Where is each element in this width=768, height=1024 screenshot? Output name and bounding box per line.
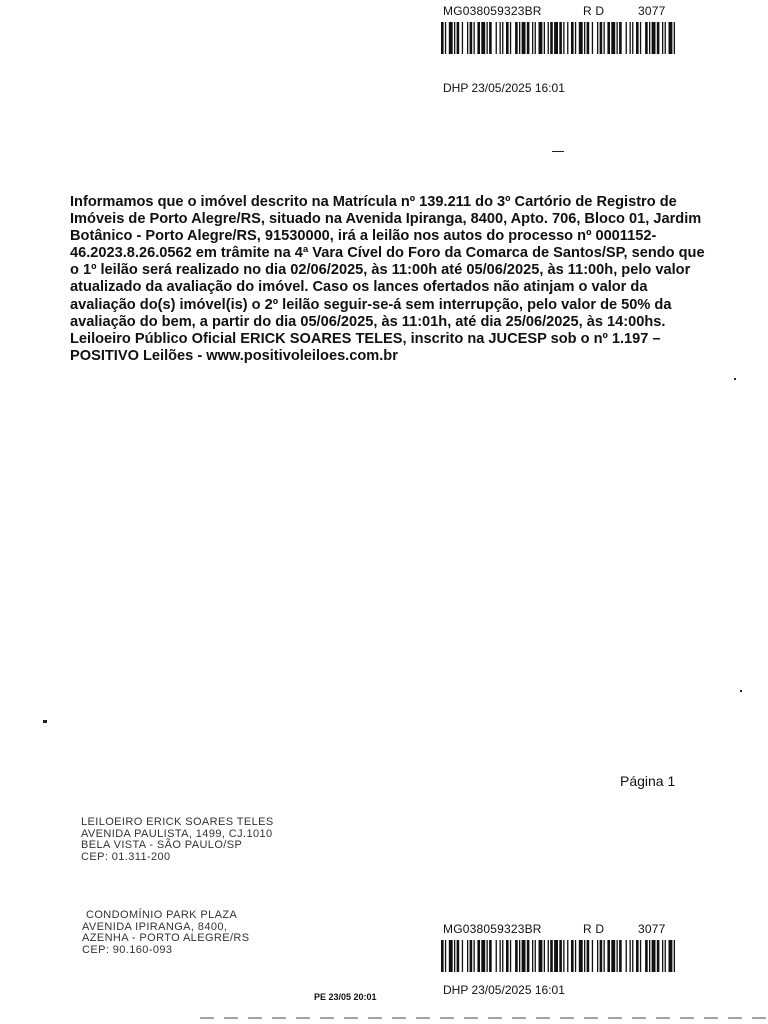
barcode-bar [544,940,545,972]
barcode-bar [500,940,501,972]
barcode-bar [510,22,511,54]
barcode-bar [645,940,648,972]
barcode-bar [600,940,603,972]
bottom-barcode [441,940,677,972]
barcode-bar [510,940,511,972]
barcode-bar [441,940,444,972]
barcode-bar [462,22,463,54]
barcode-bar [619,22,622,54]
barcode-bar [640,940,641,972]
barcode-bar [619,940,622,972]
barcode-bar [548,22,549,54]
barcode-bar [657,940,660,972]
barcode-bar [457,940,460,972]
perforation-line [0,1016,768,1020]
barcode-bar [506,22,509,54]
barcode-bar [630,940,631,972]
barcode-bar [662,22,663,54]
barcode-bar [579,940,583,972]
barcode-bar [571,940,574,972]
scan-mark [43,720,47,723]
service-code: R D [583,922,605,936]
barcode-bar [575,940,576,972]
sender-line: CEP: 01.311-200 [81,850,171,863]
barcode-bar [636,940,639,972]
barcode-bar [535,22,536,54]
barcode-bar [617,940,618,972]
barcode-bar [515,22,518,54]
barcode-bar [669,940,673,972]
barcode-bar [477,940,480,972]
barcode-bar [640,22,641,54]
tracking-number: 3077 [638,922,666,936]
barcode-bar [662,940,663,972]
barcode-bar [626,940,627,972]
barcode-bar [487,22,488,54]
recipient-line: AVENIDA IPIRANGA, 8400, [82,920,228,933]
notice-paragraph: Informamos que o imóvel descrito na Matrícula nº 139.211 do 3º Cartório de Registro de Imóveis de Porto Alegre/RS, situado na Avenida Ipiranga, 8400, Apto. 706, Bloco 01, Jardim Botânico - Porto Alegre/RS, 91530000, irá a leilão nos autos do processo nº 0001152-46.2023.8.26.0562 em trâmite na 4ª Vara Cível do Foro da Comarca de Santos/SP, sendo que o 1º leilão será realizado no dia 02/06/2025, às 11:00h até 05/06/2025, às 11:00h, pelo valor atualizado da avaliação do imóvel. Caso os lances ofertados não atinjam o valor da avaliação do(s) imóvel(is) o 2º leilão seguir-se-á sem interrupção, pelo valor de 50% da avaliação do bem, a partir do dia 05/06/2025, às 11:01h, até dia 25/06/2025, às 14:00hs. Leiloeiro Público Oficial ERICK SOARES TELES, inscrito na JUCESP sob o nº 1.197 – POSITIVO Leilões - www.positivoleiloes.com.br [70,194,705,364]
sender-line: LEILOEIRO ERICK SOARES TELES [81,816,274,828]
barcode-bar [544,22,545,54]
barcode-bar [532,940,533,972]
scan-mark [740,690,742,692]
barcode-bar [597,22,598,54]
barcode-bar [496,22,497,54]
barcode-bar [652,22,656,54]
barcode-bar [559,940,562,972]
barcode-bar [649,22,650,54]
barcode-bar [579,22,583,54]
scan-mark [552,151,564,152]
barcode-bar [481,940,485,972]
barcode-bar [449,940,453,972]
barcode-bar [563,940,564,972]
barcode-bar [548,940,549,972]
barcode-bar [604,940,605,972]
barcode-bar [604,22,605,54]
barcode-bar [500,22,501,54]
barcode-bar [630,22,631,54]
barcode-bar [567,940,568,972]
barcode-bar [652,940,656,972]
barcode-bar [477,22,480,54]
barcode-bar [669,22,673,54]
barcode-bar [645,22,648,54]
recipient-line: CEP: 90.160-093 [82,943,173,956]
barcode-bar [487,940,488,972]
barcode-bar [489,940,492,972]
barcode-bar [454,22,455,54]
barcode-bar [470,22,473,54]
barcode-bar [559,22,562,54]
top-barcode [441,22,677,54]
barcode-bar [454,940,455,972]
service-code: R D [583,4,605,18]
barcode-bar [441,22,444,54]
top-date-line: DHP 23/05/2025 16:01 [443,81,565,95]
tracking-number: 3077 [638,4,666,18]
barcode-bar [597,940,598,972]
bottom-date-line: DHP 23/05/2025 16:01 [443,983,565,997]
barcode-bar [467,22,468,54]
barcode-bar [515,940,518,972]
barcode-bar [674,940,675,972]
barcode-bar [665,940,666,972]
barcode-bar [611,940,615,972]
barcode-bar [636,22,639,54]
barcode-bar [587,22,590,54]
barcode-bar [674,22,675,54]
bottom-tracking-line [443,922,666,936]
top-tracking-line [443,4,666,18]
barcode-bar [607,940,610,972]
barcode-bar [563,22,564,54]
barcode-bar [506,940,509,972]
barcode-bar [532,22,533,54]
barcode-bar [567,22,568,54]
barcode-bar [571,22,574,54]
barcode-bar [584,22,585,54]
barcode-bar [445,940,446,972]
barcode-bar [502,940,503,972]
barcode-bar [474,22,475,54]
tracking-code: MG038059323BR [443,4,542,18]
scan-mark [734,378,736,380]
barcode-bar [632,22,633,54]
barcode-bar [489,22,492,54]
barcode-bar [554,940,558,972]
page-number: Página 1 [620,773,676,789]
barcode-bar [462,940,463,972]
barcode-bar [539,22,543,54]
barcode-bar [611,22,615,54]
recipient-address [82,910,250,956]
barcode-bar [449,22,453,54]
barcode-bar [584,940,585,972]
barcode-bar [527,22,530,54]
barcode-bar [649,940,650,972]
barcode-bar [575,22,576,54]
barcode-bar [550,940,553,972]
barcode-bar [617,22,618,54]
barcode-bar [632,940,633,972]
barcode-bar [502,22,503,54]
barcode-bar [592,22,593,54]
barcode-bar [519,22,520,54]
barcode-bar [665,22,666,54]
barcode-bar [607,22,610,54]
sender-address [81,817,274,863]
barcode-bar [467,940,468,972]
barcode-bar [657,22,660,54]
barcode-bar [592,940,593,972]
barcode-bar [527,940,530,972]
tracking-code: MG038059323BR [443,922,542,936]
barcode-bar [481,22,485,54]
recipient-line: AZENHA - PORTO ALEGRE/RS [82,932,250,945]
barcode-bar [474,940,475,972]
barcode-bar [457,22,460,54]
postmark-stamp: PE 23/05 20:01 [314,992,377,1002]
barcode-bar [522,22,526,54]
sender-line: AVENIDA PAULISTA, 1499, CJ.1010 [81,827,273,840]
barcode-bar [600,22,603,54]
barcode-bar [587,940,590,972]
recipient-line: CONDOMÍNIO PARK PLAZA [86,909,238,921]
barcode-bar [519,940,520,972]
barcode-bar [445,22,446,54]
barcode-bar [522,940,526,972]
barcode-bar [496,940,497,972]
barcode-bar [535,940,536,972]
barcode-bar [550,22,553,54]
barcode-bar [539,940,543,972]
barcode-bar [626,22,627,54]
barcode-bar [554,22,558,54]
barcode-bar [470,940,473,972]
sender-line: BELA VISTA - SÃO PAULO/SP [81,839,243,852]
